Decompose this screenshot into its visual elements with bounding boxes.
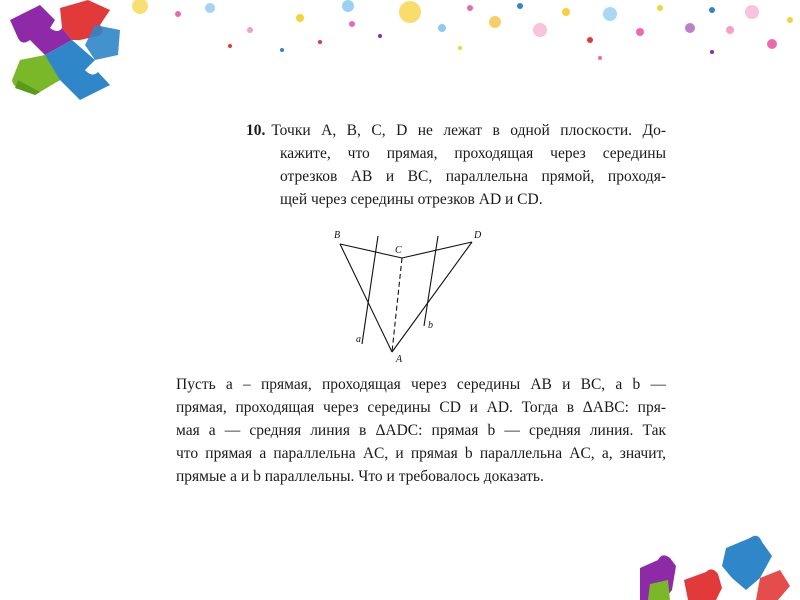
problem-statement [246,119,666,211]
segment-BA [340,244,392,352]
puzzle-pieces-top-left-icon [10,0,120,100]
label-C: C [395,245,402,256]
label-D: D [474,230,482,241]
label-A: A [396,354,403,365]
problem-line-1: 10. Точки A, B, C, D не лежат в одной плоскости. До- [246,122,666,139]
solution-text [176,373,666,488]
solution-line-3: мая a — средняя линия в ΔADC: прямая b — средняя линия. Так [176,422,666,439]
problem-line-2: кажите, что прямая, проходящая через середины [280,145,666,162]
segment-CA-dashed [392,258,402,352]
problem-line-4: щей через середины отрезков AD и CD. [280,191,543,208]
solution-line-4: что прямая a параллельна AC, и прямая b параллельна AC, а, значит, [176,445,666,462]
confetti-dots [132,0,793,60]
label-a: a [356,334,361,345]
geometry-figure [320,222,500,367]
line-a [362,236,378,344]
solution-line-2: прямая, проходящая через середины CD и AD. Тогда в ΔABC: пря- [176,399,666,416]
line-b [424,236,438,326]
puzzle-pieces-bottom-right-icon [640,536,790,600]
solution-line-5: прямые a и b параллельны. Что и требовалось доказать. [176,468,544,485]
label-b: b [428,320,433,331]
solution-line-1: Пусть a – прямая, проходящая через середины AB и BC, а b — [176,376,666,393]
segment-DA [392,242,472,352]
problem-line-3: отрезков AB и BC, параллельна прямой, проходя- [280,168,666,185]
label-B: B [334,230,341,241]
problem-number: 10. [246,122,266,139]
segment-BC [340,244,402,258]
